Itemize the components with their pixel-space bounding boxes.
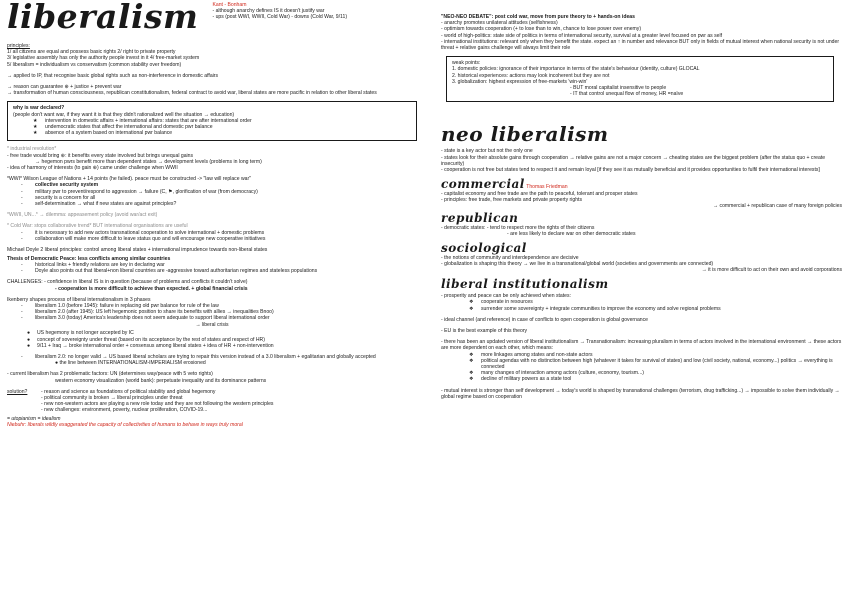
- sociological-line: - the notions of community and interdependence are decisive: [441, 254, 579, 261]
- commercial-title: commercial: [441, 177, 525, 192]
- diamond-bullet-icon: ❖: [469, 299, 474, 306]
- cold-war-item: collaboration will make more difficult to leave status quo and will encourage new cooperative initiatives: [35, 235, 266, 242]
- commercial-line: - principles: free trade, free markets and private property rights: [441, 197, 582, 204]
- ikenberry-heading: Ikenberry shapes process of liberal internationalism in 3 phases: [7, 296, 151, 303]
- left-column: liberalism Kant - Bonham - although anarchy defines IS it doesn't justify war - ups (post WWI, WWII, Cold War) - downs (Cold War, 9/11) principles: 1/ all citizens are equal and possess basic rights 2/ right to private property 3/ legislative assembly has only the authority people invest in it 4/ free-market system 5/ liberalism = individualism vs conservatism (common stability over freedom) → applied to IP, that recognise basic global rights such as non-interference in domestic affairs → reason can guarantee ⊕ + justice + prevent war → transformation of human consciousness, republican constitutionalism, federal contract to avoid war, liberal states are more pacific in relation to other liberal states why is war declared? (people don't want war, if they want it is that they didn't rationalized well the situation → education) ★ intervention in domestic affairs + international affairs: states that are after international order ★ undemocratic states that affect the international and domestic pwr balance ★ absence of a system based on international pwr balance * industrial revolution* - free trade would bring ⊕: it benefits every state involved but brings unequal gains → hegemon pwrs benefit more than dependent states → development levels (problems in long term) - idea of harmony of interests (to gain ⊕) came under challenge when WWII *WWI* Wilson League of Nations + 14 points (he failed). peace must be constructed -> "law will replace war" - collective security system - military pwr to prevent/respond to aggression → failure (C, ⚑, glorification of war (from democracy) - security is a concern for all - self-determination → what if new states are against principles? *WWII, UN...* → dilemma: appeasement policy (avoid war/act exit) * Cold War: stops collaborative trend* BUT international organisations are useful - it is necessary to add new actors transnational cooperation to solve international + domestic problems - collaboration will make more difficult to leave status quo and will encourage new cooperative initiatives Michael Doyle 2 liberal principles: control among liberal states + international imprudence towards non-liberal states Thesis of Democratic Peace: less conflicts among similar countries - historical links + friendly relations are key in declaring war - Doyle also points out that liberal+non liberal countries are -aggressive toward authoritarian regimes and stateless populations CHALLENGES: - confidence in liberal IS is in question (because of problems and conflicts it couldn't solve) - cooperation is more difficult to achieve than expected. + global financial crisis Ikenberry shapes process of liberal internationalism in 3 phases - liberalism 1.0 (before 1945): failure in replacing old pwr balance for rule of the law - liberalism 2.0 (after 1945): US left hegemonic position to share its benefits with allies → inequalities Bnoo) - liberalism 3.0 (today) America's leadership does not seem adequate to support liberal international order → liberal crisis ● US hegemony is not longer accepted by IC ● concept of sovereignty under threat (based on its acceptance by the rest of states and respect of HR) ● 9/11 + Iraq → broke international order + consensus among liberal states + idea of HR + non-intervention - liberalism 2.0: no longer valid → US based liberal scholars are trying to repair this version instead of a 3.0 liberalism + egalitarian and globally accepted ● the line between INTERNATIONALISM-IMPERIALISM erosioned - current liberalism has 2 problematic factors: UN (determines way/peace with 5 veto rights) western economy visualization (world bank): perpetuate inequality and its dominance patterns solution? - reason and science as foundations of political stability and global hegemony - political community is broken → liberal principles under threat - new non-western actors are playing a new role today and they are not following the western principles - new challenges: environment, poverty, nuclear proliferation, COVID-19... = utopianism = idealism Niebuhr: liberals wildly exaggerated the capacity of collectivities of humans to behave in ways truly moral: [7, 0, 417, 428]
- ikenberry-item: liberalism 3.0 (today) America's leadership does not seem adequate to support liberal international order: [35, 315, 270, 322]
- war-box-title: why is war declared?: [13, 105, 65, 112]
- neo-neo-line: - anarchy promotes unilateral attitudes (selfishness): [441, 20, 558, 27]
- principle-line: 3/ legislative assembly has only the authority people invest in it 4/ free-market system: [7, 55, 200, 62]
- wwi-item: self-determination → what if new states are against principles?: [35, 201, 177, 208]
- inst-line: - ideal channel (and reference) in case of conflicts to open cooperation is global governance: [441, 316, 648, 323]
- diamond-bullet-icon: ❖: [469, 357, 474, 364]
- industrial-line: - free trade would bring ⊕: it benefits every state involved but brings unequal gains: [7, 152, 194, 159]
- weak-box-title: weak points:: [452, 60, 481, 67]
- sociological-line: - globalization is shaping this theory → we live in a transnational/global world (societies and governments are connected): [441, 260, 714, 267]
- solution-line: - new challenges: environment, poverty, nuclear proliferation, COVID-19...: [41, 407, 208, 414]
- dot-bullet-icon: ●: [27, 336, 31, 343]
- neo-line: - state is a key actor but not the only one: [441, 148, 533, 155]
- republican-line: - democratic states: - tend to respect more the rights of their citizens: [441, 224, 595, 231]
- cold-war-item: it is necessary to add new actors transnational cooperation to solve international + domestic problems: [35, 229, 265, 236]
- right-column: [441, 0, 842, 400]
- inst-line: - EU is the best example of this theory: [441, 328, 528, 335]
- transformation-line: → transformation of human consciousness, republican constitutionalism, federal contract to avoid war, liberal states are more pacific in relation to other liberal states: [7, 90, 377, 97]
- cold-war-heading: * Cold War: stops collaborative trend* BUT international organisations are useful: [7, 223, 188, 230]
- war-box-item: absence of a system based on international pwr balance: [45, 130, 173, 137]
- challenges-line: CHALLENGES: - confidence in liberal IS is in question (because of problems and conflicts it couldn't solve): [7, 279, 248, 286]
- wwi-item: military pwr to prevent/respond to aggression → failure (C, ⚑, glorification of war (from democracy): [35, 188, 258, 195]
- star-bullet-icon: ★: [33, 130, 38, 137]
- ikenberry-item: → liberal crisis: [195, 321, 229, 328]
- neo-liberalism-title: neo liberalism: [441, 122, 609, 147]
- us-bullet: 9/11 + Iraq → broke international order + consensus among liberal states + idea of HR + non-intervention: [37, 342, 274, 349]
- neo-neo-line: - world of high-politics: state side of politics in terms of international security, survival at a greater level focused on pwr as self: [441, 32, 723, 39]
- dot-bullet-icon: ●: [27, 330, 31, 337]
- solution-label: solution?: [7, 388, 28, 395]
- thesis-item: historical links + friendly relations are key in declaring war: [35, 261, 165, 268]
- weak-box-item: 1. domestic policies: ignorance of their importance in terms of the state's behaviour (identity, culture) GLOCAL: [452, 66, 700, 73]
- us-bullet: concept of sovereignty under threat (based on its acceptance by the rest of states and respect of HR): [37, 336, 265, 343]
- commercial-line: → commercial + republican case of many foreign policies: [713, 203, 842, 210]
- solution-block: [7, 389, 417, 414]
- inst-diamond-item: cooperate in resources: [481, 299, 533, 306]
- wwii-line: *WWII, UN...* → dilemma: appeasement policy (avoid war/act exit): [7, 212, 158, 219]
- weak-box-sub: - IT that control unequal flow of money, HR =naïve: [570, 91, 684, 98]
- republican-line: - are less likely to declare war on other democratic states: [507, 230, 636, 237]
- kant-line: - although anarchy defines IS it doesn't justify war: [212, 8, 325, 15]
- niebuhr-text: Niebuhr: liberals wildly exaggerated the capacity of collectivities of humans to behave in ways truly moral: [7, 422, 243, 429]
- commercial-line: - capitalist economy and free trade are the path to peaceful, tolerant and prosper states: [441, 190, 638, 197]
- republican-title: republican: [441, 210, 519, 225]
- applied-line: → applied to IP, that recognise basic global rights such as non-interference in domestic affairs: [7, 72, 219, 79]
- commercial-heading: [441, 178, 842, 191]
- kant-name: Kant - Bonham: [212, 2, 247, 8]
- utopianism-line: = utopianism = idealism: [7, 416, 61, 423]
- inst-line: - prosperity and peace can be only achieved when states:: [441, 293, 571, 300]
- trans-diamond-item: more linkages among states and non-state actors: [481, 351, 593, 358]
- industrial-line: → hegemon pwrs benefit more than dependent states → development levels (problems in long term): [35, 158, 262, 165]
- principle-line: 1/ all citizens are equal and possess basic rights 2/ right to private property: [7, 49, 176, 56]
- industrial-line: - idea of harmony of interests (to gain ⊕) came under challenge when WWII: [7, 165, 178, 172]
- sociological-title: sociological: [441, 240, 527, 255]
- niebuhr-line: [7, 422, 417, 428]
- weak-box-sub: - BUT moral capitalist insensitive to people: [570, 85, 667, 92]
- wwi-heading: *WWI* Wilson League of Nations + 14 points (he failed). peace must be constructed -> "law will replace war": [7, 176, 251, 183]
- solution-line: - new non-western actors are playing a new role today and they are not following the western principles: [41, 401, 274, 408]
- wwi-item: security is a concern for all: [35, 194, 96, 201]
- inst-diamond-item: surrender some sovereignty + integrate communities to improve the economy and solve regional problems: [481, 305, 721, 312]
- diamond-bullet-icon: ❖: [469, 370, 474, 377]
- weak-points-box: [446, 56, 834, 102]
- solution-line: - reason and science as foundations of political stability and global hegemony: [41, 388, 216, 395]
- page-title: liberalism: [7, 0, 199, 36]
- neo-neo-line: "NEO-NEO DEBATE": post cold war, move from pure theory to + hands-on ideas: [441, 14, 635, 20]
- challenges-line: - cooperation is more difficult to achieve than expected. + global financial crisis: [55, 285, 248, 292]
- title-row: [7, 0, 417, 36]
- sociological-line: → it is more difficult to act on their own and avoid corporations: [701, 266, 842, 273]
- final-line: - mutual interest is stronger than self development → today's world is shaped by transnational challenges (terrorism, drug trafficking...) → impossible to solve them individually → global regime based on cooperation: [441, 387, 840, 400]
- reason-line: → reason can guarantee ⊕ + justice + prevent war: [7, 84, 122, 91]
- neo-neo-line: - optimism towards cooperation (+ to lose than to win, chance to lose power over enemy): [441, 26, 642, 33]
- thesis-heading: Thesis of Democratic Peace: less conflicts among similar countries: [7, 255, 171, 262]
- inst-line: - there has been an updated version of liberal institutionalism → Transnationalism: increasing pluralism in terms of actors involved in the international environment → these actors are more dependent on each other, which means:: [441, 339, 842, 352]
- us-bullet: US hegemony is not longer accepted by IC: [37, 330, 134, 337]
- neo-line: - cooperation is not free but states tend to respect it and remain loyal [if they see it as mutually beneficial and it provides opportunities to fulfil their international interests]: [441, 167, 820, 174]
- dot-bullet-icon: ●: [27, 342, 31, 349]
- war-box-sub: (people don't want war, if they want it is that they didn't rationalized well the situation → education): [13, 111, 235, 118]
- star-bullet-icon: ★: [33, 117, 38, 124]
- thesis-item: Doyle also points out that liberal+non liberal countries are -aggressive toward authoritarian regimes and stateless populations: [35, 268, 318, 275]
- trans-diamond-item: many changes of interaction among actors (culture, economy, tourism...): [481, 370, 644, 377]
- neo-line: - states look for their absolute gains through cooperation → relative gains are not a major concern → cheating states are the biggest problem (after the status quo + create insecurity): [441, 154, 826, 167]
- institutionalism-title: liberal institutionalism: [441, 277, 609, 292]
- commercial-author: Thomas Friedman: [526, 184, 568, 191]
- doyle-line: Michael Doyle 2 liberal principles: control among liberal states + international imprudence towards non-liberal states: [7, 247, 268, 254]
- war-box-item: undemocratic states that affect the international and domestic pwr balance: [45, 124, 213, 131]
- star-bullet-icon: ★: [33, 124, 38, 131]
- ikenberry-item: liberalism 2.0 (after 1945): US left hegemonic position to share its benefits with allies → inequalities Bnoo): [35, 309, 274, 316]
- current-line: western economy visualization (world bank): perpetuate inequality and its dominance patterns: [55, 377, 267, 384]
- wwi-item: collective security system: [35, 182, 99, 189]
- lib-2-sub: ● the line between INTERNATIONALISM-IMPERIALISM erosioned: [55, 360, 206, 367]
- diamond-bullet-icon: ❖: [469, 376, 474, 383]
- diamond-bullet-icon: ❖: [469, 305, 474, 312]
- principles-label: principles:: [7, 43, 30, 49]
- principle-line: 5/ liberalism = individualism vs conservatism (common stability over freedom): [7, 61, 182, 68]
- trans-diamond-item: political agendas with no distinction between high (whatever it takes for survival of states) and low (civil society, national, economy...) politics → everything is connected: [481, 357, 833, 371]
- diamond-bullet-icon: ❖: [469, 351, 474, 358]
- kant-notes: [212, 0, 347, 21]
- kant-line: - ups (post WWI, WWII, Cold War) - downs (Cold War, 9/11): [212, 14, 348, 21]
- trans-diamond-item: decline of military powers as a state tool: [481, 376, 572, 383]
- lib-2-line: liberalism 2.0: no longer valid → US based liberal scholars are trying to repair this version instead of a 3.0 liberalism + egalitarian and globally accepted: [35, 353, 376, 360]
- war-box: [7, 101, 417, 141]
- ikenberry-item: liberalism 1.0 (before 1945): failure in replacing old pwr balance for rule of the law: [35, 303, 219, 309]
- weak-box-item: 2. historical experiences: actions may look incoherent but they are not: [452, 72, 610, 79]
- current-line: - current liberalism has 2 problematic factors: UN (determines way/peace with 5 veto rights): [7, 371, 213, 378]
- war-box-item: intervention in domestic affairs + international affairs: states that are after international order: [45, 117, 252, 124]
- weak-box-item: 3. globalization: highest expression of free-markets 'win-win': [452, 78, 588, 85]
- neo-neo-line: - international institutions: relevant only when they benefit the state. expect an ↑ in number and relevance BUT only in fields of mutual interest when national security is not under threat + relative gains challenge will always limit their role: [441, 38, 840, 52]
- solution-line: - political community is broken → liberal principles under threat: [41, 394, 183, 401]
- industrial-heading: * industrial revolution*: [7, 146, 57, 153]
